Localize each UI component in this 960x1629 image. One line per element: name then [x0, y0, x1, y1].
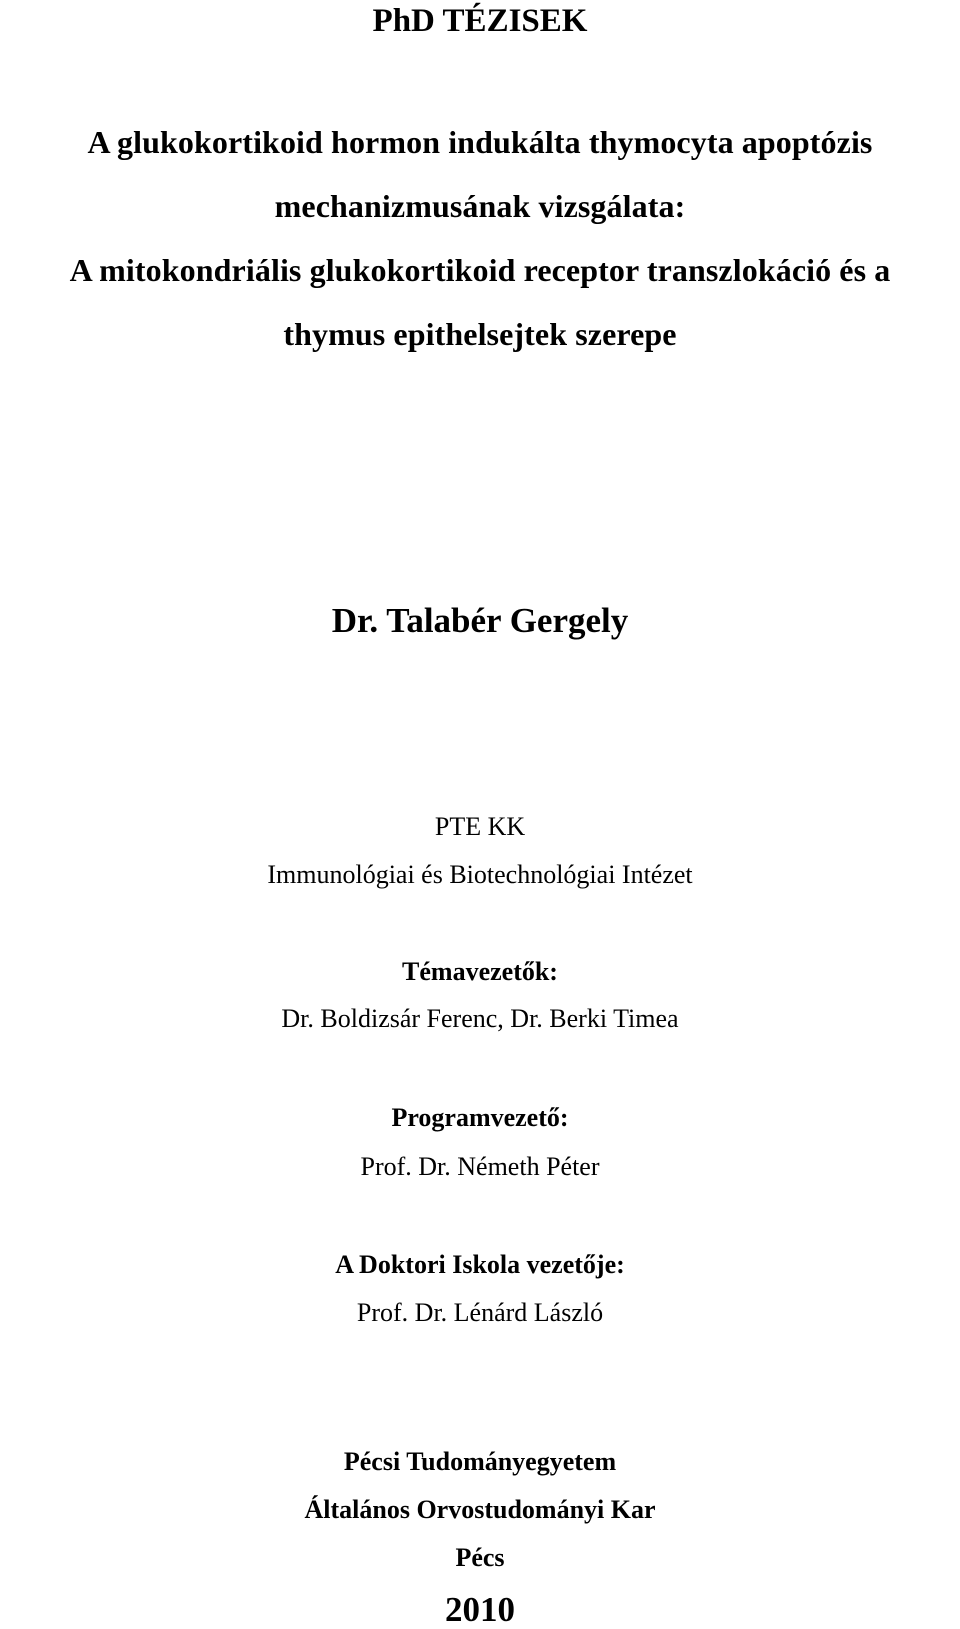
thesis-title-line-3: A mitokondriális glukokortikoid receptor transzlokáció és a — [69, 252, 891, 288]
thesis-title-line-2: mechanizmusának vizsgálata: — [274, 188, 686, 224]
school-head-label: A Doktori Iskola vezetője: — [335, 1250, 625, 1279]
author-name: Dr. Talabér Gergely — [331, 601, 629, 640]
program-leader-label: Programvezető: — [391, 1103, 569, 1132]
supervisors-label: Témavezetők: — [402, 957, 558, 986]
institution-line-1: PTE KK — [434, 812, 526, 841]
faculty-name: Általános Orvostudományi Kar — [304, 1495, 656, 1524]
supervisors-names: Dr. Boldizsár Ferenc, Dr. Berki Timea — [281, 1004, 679, 1033]
document-type-heading: PhD TÉZISEK — [372, 3, 588, 39]
year: 2010 — [445, 1590, 515, 1629]
school-head-name: Prof. Dr. Lénárd László — [356, 1298, 604, 1327]
program-leader-name: Prof. Dr. Németh Péter — [360, 1152, 600, 1181]
institution-line-2: Immunológiai és Biotechnológiai Intézet — [267, 860, 693, 889]
city-name: Pécs — [455, 1543, 505, 1572]
thesis-title-line-1: A glukokortikoid hormon indukálta thymocyta apoptózis — [87, 124, 873, 160]
university-name: Pécsi Tudományegyetem — [343, 1447, 617, 1476]
thesis-title-line-4: thymus epithelsejtek szerepe — [283, 316, 677, 352]
